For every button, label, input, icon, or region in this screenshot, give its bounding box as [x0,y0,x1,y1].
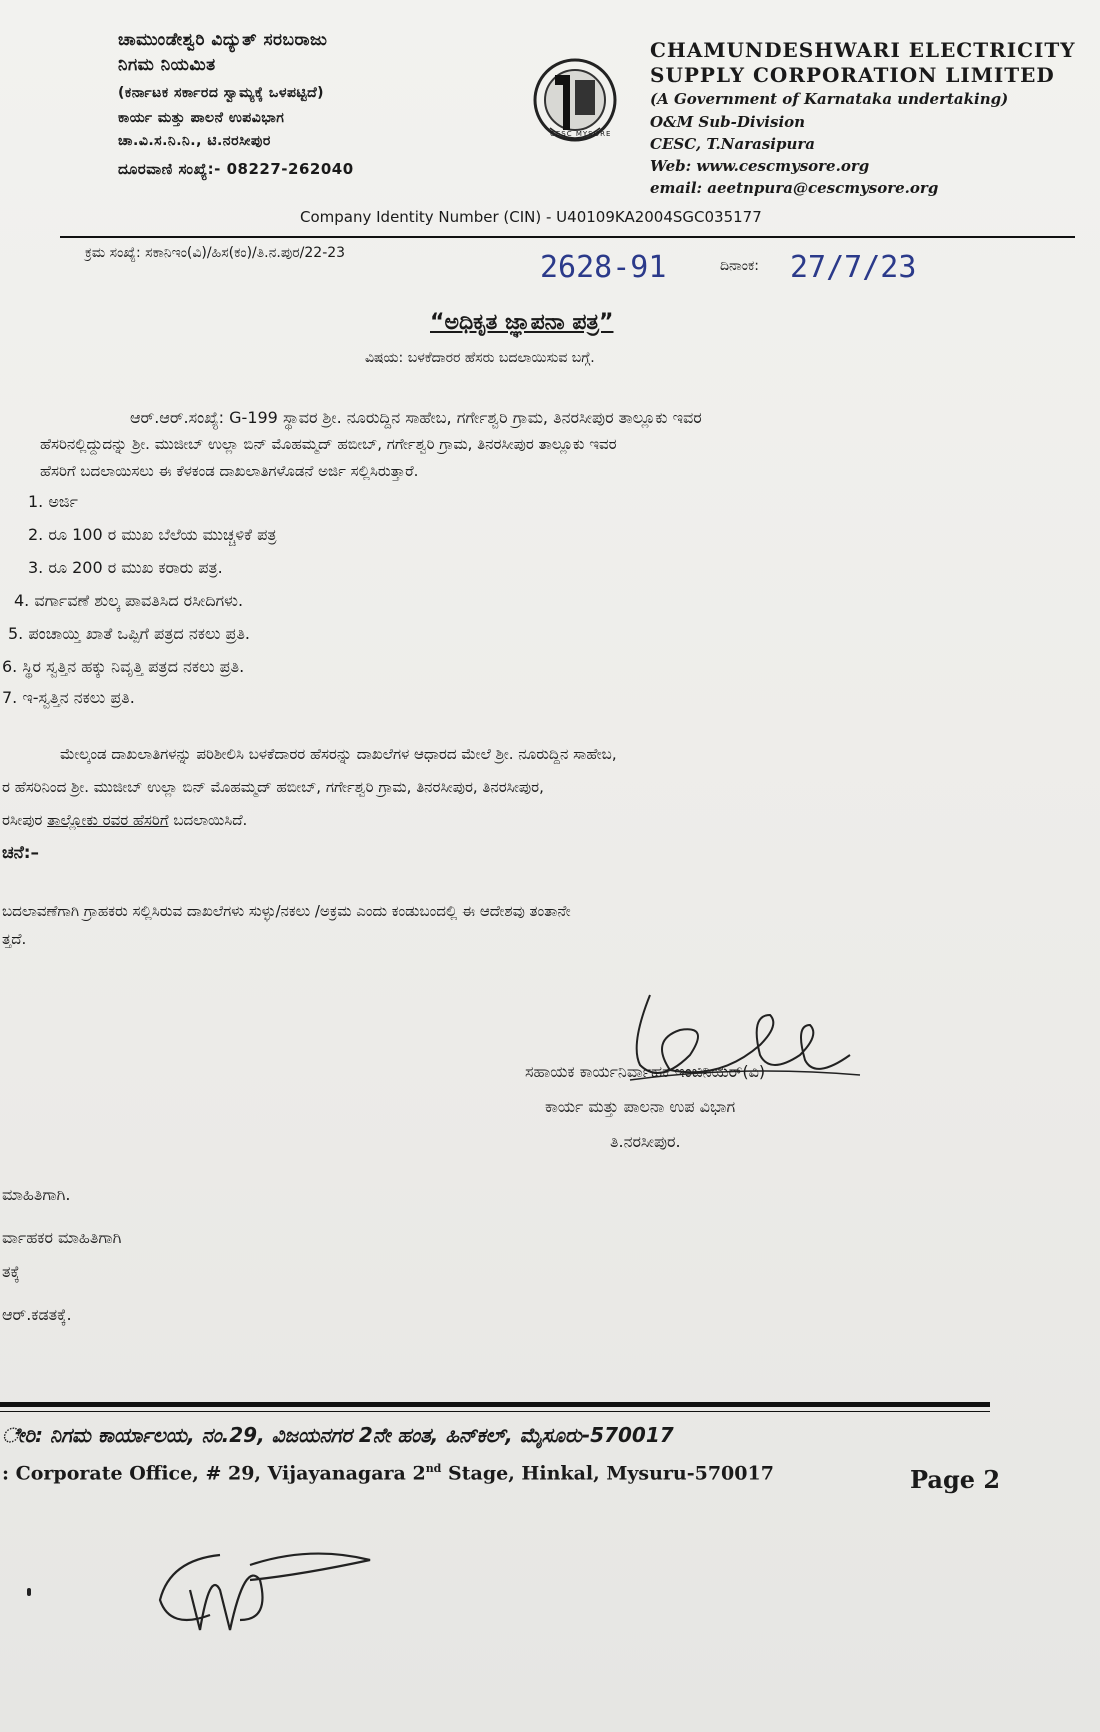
para2-line1: ಮೇಲ್ಕಂಡ ದಾಖಲಾತಿಗಳನ್ನು ಪರಿಶೀಲಿಸಿ ಬಳಕೆದಾರರ ಹೆಸರನ್ನು ದಾಖಲೆಗಳ ಆಧಾರದ ಮೇಲೆ ಶ್ರೀ. ನೂರುದ್ದಿನ ಸಾಹೇಬ, [60,745,617,763]
header-rule [60,236,1075,238]
para1-line2: ಹೆಸರಿನಲ್ಲಿದ್ದುದನ್ನು ಶ್ರೀ. ಮುಜೀಬ್ ಉಲ್ಲಾ ಬಿನ್ ಮೊಹಮ್ಮದ್ ಹಬೀಬ್, ಗರ್ಗೇಶ್ವರಿ ಗ್ರಾಮ, ತಿನರಸೀಪುರ ತಾಲ್ಲೂಕು ಇವರ [40,435,617,453]
para2-line2: ರ ಹೆಸರಿನಿಂದ ಶ್ರೀ. ಮುಜೀಬ್ ಉಲ್ಲಾ ಬಿನ್ ಮೊಹಮ್ಮದ್ ಹಬೀಬ್, ಗರ್ಗೇಶ್ವರಿ ಗ್ರಾಮ, ತಿನರಸೀಪುರ, ತಿನರಸೀಪುರ, [2,778,544,796]
date-handwritten: 27/7/23 [790,250,917,285]
para1-line3: ಹೆಸರಿಗೆ ಬದಲಾಯಿಸಲು ಈ ಕೆಳಕಂಡ ದಾಖಲಾತಿಗಳೊಡನೆ ಅರ್ಜಿ ಸಲ್ಲಿಸಿರುತ್ತಾರೆ. [40,462,419,480]
date-label: ದಿನಾಂಕ: [720,258,759,274]
header-en-line5: CESC, T.Narasipura [650,135,815,153]
header-en-line3: (A Government of Karnataka undertaking) [650,90,1009,108]
signatory-title: ಸಹಾಯಕ ಕಾರ್ಯನಿರ್ವಾಹಕ ಇಂಜಿನಿಯರ್(ವಿ) [525,1062,766,1081]
signatory-office: ಕಾರ್ಯ ಮತ್ತು ಪಾಲನಾ ಉಪ ವಿಭಾಗ [545,1097,736,1116]
copy-line-1: ಮಾಹಿತಿಗಾಗಿ. [2,1185,71,1204]
header-en-email: email: aeetnpura@cescmysore.org [650,179,939,197]
copy-line-4: ಆರ್.ಕಡತಕ್ಕೆ. [2,1305,72,1324]
header-en-web: Web: www.cescmysore.org [650,157,870,175]
cesc-logo [525,50,625,150]
footer-kannada-address: ೇರಿ: ನಿಗಮ ಕಾರ್ಯಾಲಯ, ನಂ.29, ವಿಜಯನಗರ 2ನೇ ಹಂತ, ಹಿನ್‌ಕಲ್, ಮೈಸೂರು-570017 [2,1423,674,1447]
header-kn-line1: ಚಾಮುಂಡೇಶ್ವರಿ ವಿದ್ಯುತ್ ಸರಬರಾಜು [118,30,328,50]
initials-signature [150,1530,380,1644]
para2-line3-start: ರಸೀಪುರ [2,811,48,829]
doc-item-7: 7. ಇ-ಸ್ವತ್ತಿನ ನಕಲು ಪ್ರತಿ. [2,688,135,707]
page-number: Page 2 [910,1465,1001,1494]
footer-english-prefix: : Corporate Office, # 29, Vijayanagara 2 [2,1462,426,1485]
ink-dot [27,1588,31,1596]
doc-item-4: 4. ವರ್ಗಾವಣೆ ಶುಲ್ಕ ಪಾವತಿಸಿದ ರಸೀದಿಗಳು. [14,591,244,610]
copy-line-3: ತಕ್ಕೆ [2,1262,20,1281]
doc-item-2: 2. ರೂ 100 ರ ಮುಖ ಬೆಲೆಯ ಮುಚ್ಚಳಿಕೆ ಪತ್ರ [28,525,277,544]
footer-rule-thick [0,1402,990,1407]
header-en-line4: O&M Sub-Division [650,113,806,131]
header-en-line2: SUPPLY CORPORATION LIMITED [650,63,1055,87]
ref-number-label: ಕ್ರಮ ಸಂಖ್ಯೆ: ಸಕಾನಿಇಂ(ವಿ)/ಹಿಸ(ಕಂ)/ತಿ.ನ.ಪುರ/22-23 [85,245,346,261]
footer-english-suffix: Stage, Hinkal, Mysuru-570017 [441,1462,774,1485]
header-kn-line3: (ಕರ್ನಾಟಕ ಸರ್ಕಾರದ ಸ್ವಾಮ್ಯಕ್ಕೆ ಒಳಪಟ್ಟಿದೆ) [118,85,325,101]
note-line1: ಬದಲಾವಣೆಗಾಗಿ ಗ್ರಾಹಕರು ಸಲ್ಲಿಸಿರುವ ದಾಖಲೆಗಳು ಸುಳ್ಳು/ನಕಲು /ಅಕ್ರಮ ಎಂದು ಕಂಡುಬಂದಲ್ಲಿ ಈ ಆದೇಶವು ತಂತಾನೇ [2,902,571,920]
para1-line1: ಆರ್.ಆರ್.ಸಂಖ್ಯೆ: G-199 ಸ್ಥಾವರ ಶ್ರೀ. ನೂರುದ್ದಿನ ಸಾಹೇಬ, ಗರ್ಗೇಶ್ವರಿ ಗ್ರಾಮ, ತಿನರಸೀಪುರ ತಾಲ್ಲೂಕು ಇವರ [130,408,702,427]
footer-english-address [2,1462,774,1484]
para2-line3-end: ಬದಲಾಯಿಸಿದೆ. [168,811,248,829]
copy-line-2: ರ್ವಾಹಕರ ಮಾಹಿತಿಗಾಗಿ [2,1228,122,1247]
header-kn-phone: ದೂರವಾಣಿ ಸಂಖ್ಯೆ:- 08227-262040 [118,160,354,178]
doc-item-6: 6. ಸ್ಥಿರ ಸ್ವತ್ತಿನ ಹಕ್ಕು ನಿವೃತ್ತಿ ಪತ್ರದ ನಕಲು ಪ್ರತಿ. [2,657,245,676]
logo-caption: CESC MYSORE [550,130,612,138]
subject-line: ವಿಷಯ: ಬಳಕೆದಾರರ ಹೆಸರು ಬದಲಾಯಿಸುವ ಬಗ್ಗೆ. [365,350,595,366]
cin-number: Company Identity Number (CIN) - U40109KA2004SGC035177 [300,208,762,226]
ref-number-handwritten: 2628-91 [540,250,667,285]
header-kn-line2: ನಿಗಮ ನಿಯಮಿತ [118,55,216,75]
doc-item-3: 3. ರೂ 200 ರ ಮುಖ ಕರಾರು ಪತ್ರ. [28,558,223,577]
header-kn-line5: ಚಾ.ವಿ.ಸ.ನಿ.ನಿ., ಟಿ.ನರಸೀಪುರ [118,133,271,149]
note-line2: ತ್ತದೆ. [2,930,27,948]
note-heading: ಚನೆ:– [2,843,40,863]
footer-rule-thin [0,1411,990,1412]
doc-item-1: 1. ಅರ್ಜಿ [28,492,78,511]
header-en-line1: CHAMUNDESHWARI ELECTRICITY [650,38,1076,62]
header-kn-line4: ಕಾರ್ಯ ಮತ್ತು ಪಾಲನೆ ಉಪವಿಭಾಗ [118,110,285,126]
footer-english-sup: nd [425,1462,442,1475]
signatory-place: ತಿ.ನರಸೀಪುರ. [610,1132,681,1151]
para2-line3-underlined: ತಾಲ್ಲೋಕು ರವರ ಹೆಸರಿಗೆ [47,811,169,829]
para2-line3 [2,811,247,829]
doc-item-5: 5. ಪಂಚಾಯ್ತಿ ಖಾತೆ ಒಪ್ಪಿಗೆ ಪತ್ರದ ನಕಲು ಪ್ರತಿ. [8,624,251,643]
document-title: “ಅಧಿಕೃತ ಜ್ಞಾಪನಾ ಪತ್ರ” [430,310,614,335]
